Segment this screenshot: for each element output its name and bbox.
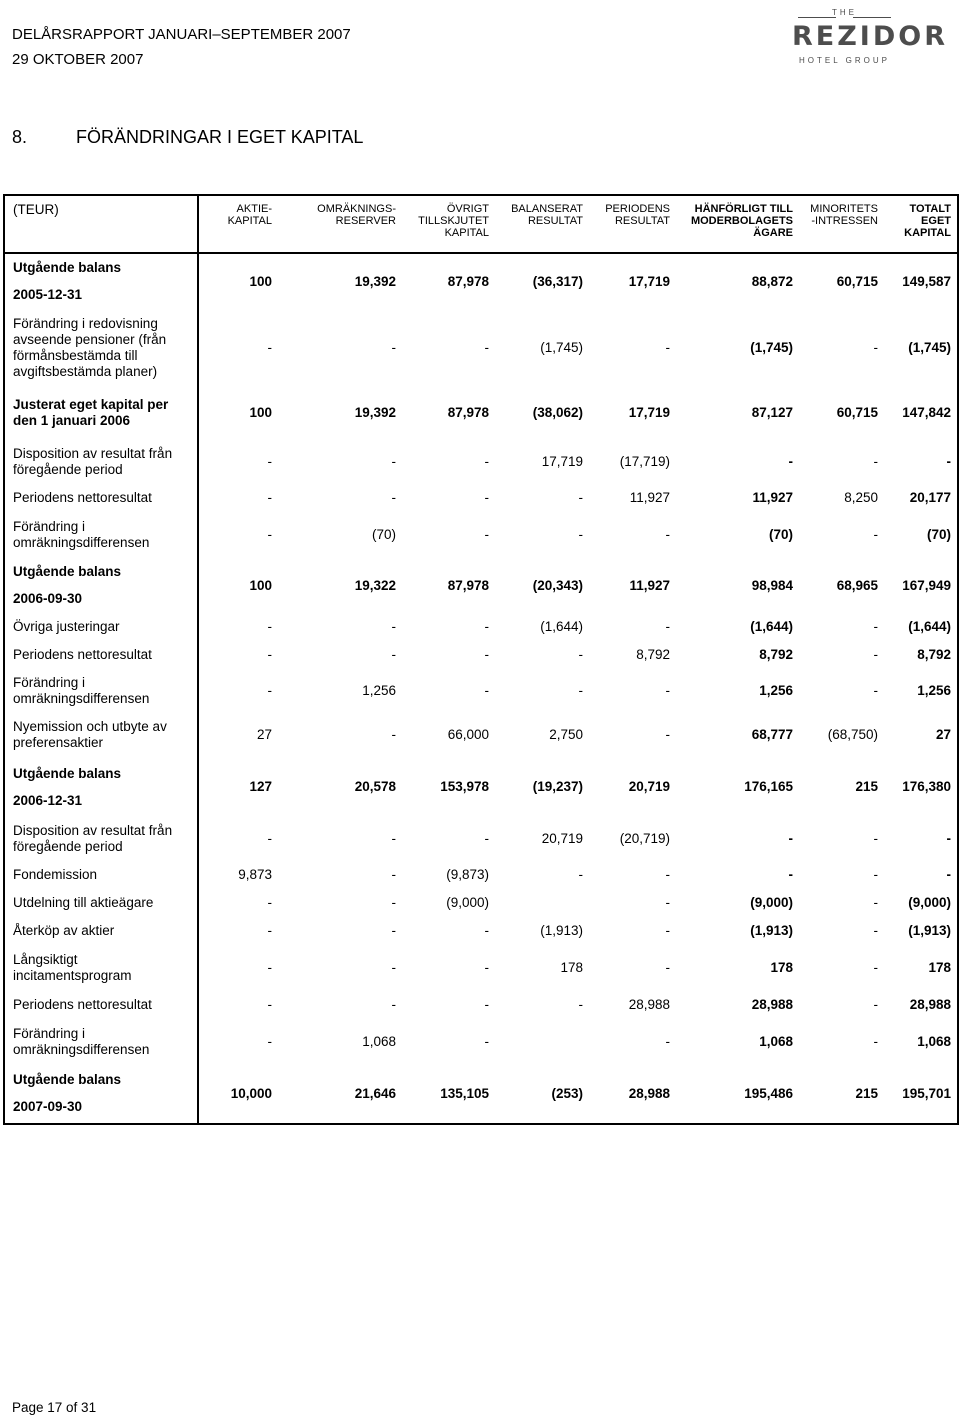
cell-value (495, 1019, 589, 1064)
cell-value: - (788, 453, 793, 469)
cell-value: - (873, 619, 878, 634)
column-header-line: BALANSERAT (511, 203, 583, 215)
cell-value: - (484, 923, 489, 938)
cell-value: 195,486 (744, 1085, 793, 1101)
cell-value: (1,644) (540, 619, 583, 634)
table-row (4, 309, 958, 387)
cell-value: - (391, 453, 396, 469)
cell-value: 98,984 (751, 577, 793, 593)
table-body (4, 253, 958, 1124)
cell-value: - (484, 997, 489, 1012)
column-header (799, 195, 884, 253)
cell-value: 20,719 (541, 831, 583, 846)
cell-value: - (391, 831, 396, 846)
cell-value: - (873, 1033, 878, 1049)
cell-value: - (578, 997, 583, 1012)
cell-value: 60,715 (836, 405, 878, 420)
table-row (4, 613, 958, 641)
column-header-line: MINORITETS (810, 203, 878, 215)
balance-label: Utgående balans (13, 765, 122, 781)
table-row (4, 889, 958, 917)
section-heading: FÖRÄNDRINGAR I EGET KAPITAL (76, 127, 364, 147)
cell-value: 87,127 (751, 405, 793, 420)
cell-value: 28,988 (751, 997, 793, 1012)
cell-value: - (665, 1033, 670, 1049)
section-title (12, 127, 363, 148)
cell-value: - (391, 997, 396, 1012)
row-label: Återköp av aktier (4, 917, 198, 945)
row-label: Fondemission (4, 861, 198, 889)
row-label: Periodens nettoresultat (4, 991, 198, 1019)
cell-value: - (665, 683, 670, 698)
cell-value: 17,719 (541, 453, 583, 469)
cell-value: (1,745) (540, 340, 583, 355)
cell-value: (9,873) (446, 867, 489, 882)
cell-value: 87,978 (447, 577, 489, 593)
cell-value: 87,978 (447, 405, 489, 420)
table-header-row (4, 195, 958, 253)
cell-value: - (665, 727, 670, 742)
cell-value: 27 (256, 727, 272, 742)
cell-value: - (484, 490, 489, 505)
cell-value: 8,792 (636, 647, 670, 662)
cell-value: 68,965 (836, 577, 878, 593)
cell-value: 1,068 (917, 1033, 951, 1049)
row-label (4, 558, 198, 613)
cell-value: - (665, 895, 670, 910)
cell-value: - (391, 619, 396, 634)
cell-value: 100 (249, 273, 272, 289)
cell-value: 17,719 (628, 273, 670, 289)
cell-value: - (267, 619, 272, 634)
cell-value: (9,000) (908, 895, 951, 910)
row-label: Periodens nettoresultat (4, 641, 198, 669)
cell-value: 178 (770, 960, 793, 975)
row-label: Nyemission och utbyte av preferensaktier (4, 713, 198, 757)
cell-value: - (578, 867, 583, 882)
cell-value: - (484, 647, 489, 662)
table-row (4, 439, 958, 484)
cell-value (495, 889, 589, 917)
logo-rule-right (853, 17, 891, 18)
row-label: Förändring i omräkningsdifferensen (4, 669, 198, 713)
cell-value: 127 (249, 779, 272, 794)
cell-value: 153,978 (440, 779, 489, 794)
table-row (4, 817, 958, 861)
row-label (4, 757, 198, 817)
row-label: Förändring i omräkningsdifferensen (4, 512, 198, 558)
table-row (4, 1019, 958, 1064)
cell-value: 11,927 (752, 490, 793, 505)
cell-value: 1,256 (917, 683, 951, 698)
cell-value: - (484, 683, 489, 698)
cell-value: - (484, 960, 489, 975)
cell-value: - (267, 895, 272, 910)
page-number: Page 17 of 31 (12, 1400, 97, 1415)
column-header-line: -INTRESSEN (811, 215, 878, 227)
column-header (589, 195, 676, 253)
cell-value: - (665, 340, 670, 355)
table-row (4, 669, 958, 713)
row-label (4, 1064, 198, 1124)
column-header-line: TILLSKJUTET (418, 215, 489, 227)
cell-value: - (391, 960, 396, 975)
table-row (4, 861, 958, 889)
report-title: DELÅRSRAPPORT JANUARI–SEPTEMBER 2007 (12, 26, 351, 43)
cell-value: 8,250 (844, 490, 878, 505)
column-header-line: RESERVER (335, 215, 396, 227)
cell-value: 19,392 (354, 273, 396, 289)
cell-value: - (873, 960, 878, 975)
cell-value: - (391, 727, 396, 742)
cell-value: - (873, 895, 878, 910)
cell-value: (38,062) (532, 405, 583, 420)
cell-value: - (665, 867, 670, 882)
cell-value: 1,256 (362, 683, 396, 698)
row-label: Förändring i redovisning avseende pensioner (från förmånsbestämda till avgiftsbestämda planer) (4, 309, 198, 387)
logo-rule-left (798, 17, 836, 18)
report-date: 29 OKTOBER 2007 (12, 51, 144, 68)
cell-value: - (873, 923, 878, 938)
cell-value: 167,949 (902, 577, 951, 593)
cell-value: - (484, 453, 489, 469)
table-row (4, 945, 958, 991)
cell-value: - (267, 340, 272, 355)
cell-value: - (391, 895, 396, 910)
cell-value: (1,745) (750, 340, 793, 355)
cell-value: - (484, 619, 489, 634)
row-label: Utdelning till aktieägare (4, 889, 198, 917)
cell-value: (20,719) (619, 831, 670, 846)
column-header (884, 195, 958, 253)
logo-subtitle: HOTEL GROUP (799, 56, 890, 65)
cell-value: (1,644) (750, 619, 793, 634)
cell-value: - (946, 453, 951, 469)
cell-value: 11,927 (629, 490, 670, 505)
column-header-line: KAPITAL (227, 215, 272, 227)
cell-value: 215 (855, 779, 878, 794)
balance-row (4, 558, 958, 613)
cell-value: (1,913) (908, 923, 951, 938)
cell-value: 1,068 (362, 1033, 396, 1049)
cell-value: 66,000 (447, 727, 489, 742)
cell-value: (17,719) (619, 453, 670, 469)
cell-value: 176,165 (744, 779, 793, 794)
cell-value: - (484, 831, 489, 846)
cell-value: 60,715 (836, 273, 878, 289)
cell-value: - (391, 340, 396, 355)
unit-label: (TEUR) (4, 195, 198, 253)
cell-value: - (267, 527, 272, 542)
cell-value: 11,927 (629, 577, 670, 593)
cell-value: - (578, 683, 583, 698)
rezidor-logo (792, 8, 949, 66)
cell-value: (19,237) (532, 779, 583, 794)
cell-value: - (267, 647, 272, 662)
logo-the: THE (832, 8, 857, 17)
column-header-line: RESULTAT (527, 215, 583, 227)
cell-value: - (665, 960, 670, 975)
column-header (278, 195, 402, 253)
cell-value: - (267, 453, 272, 469)
cell-value: - (267, 831, 272, 846)
balance-date: 2007-09-30 (13, 1099, 83, 1114)
cell-value: - (873, 647, 878, 662)
balance-row (4, 1064, 958, 1124)
column-header-line: KAPITAL (444, 227, 489, 239)
row-label: Disposition av resultat från föregående period (4, 817, 198, 861)
cell-value: 135,105 (440, 1085, 489, 1101)
cell-value: - (873, 683, 878, 698)
cell-value: 178 (928, 960, 951, 975)
cell-value: 215 (855, 1085, 878, 1101)
cell-value: - (665, 619, 670, 634)
cell-value: 20,177 (909, 490, 951, 505)
balance-label: Utgående balans (13, 564, 122, 579)
cell-value: - (578, 490, 583, 505)
cell-value: (1,913) (540, 923, 583, 938)
column-header (676, 195, 799, 253)
cell-value: - (484, 527, 489, 542)
table-row (4, 484, 958, 512)
cell-value: 100 (249, 577, 272, 593)
row-label: Långsiktigt incitamentsprogram (4, 945, 198, 991)
cell-value: (1,745) (908, 340, 951, 355)
cell-value: 19,392 (354, 405, 396, 420)
balance-row (4, 253, 958, 309)
cell-value: - (391, 867, 396, 882)
cell-value: - (484, 1033, 489, 1049)
cell-value: - (578, 527, 583, 542)
table-row (4, 991, 958, 1019)
row-label (4, 253, 198, 309)
cell-value: - (391, 490, 396, 505)
cell-value: - (788, 831, 793, 846)
row-label: Förändring i omräkningsdifferensen (4, 1019, 198, 1064)
table-row (4, 917, 958, 945)
cell-value: 8,792 (917, 647, 951, 662)
cell-value: - (946, 831, 951, 846)
cell-value: - (578, 647, 583, 662)
cell-value: 100 (249, 405, 272, 420)
cell-value: (36,317) (532, 273, 583, 289)
column-header (495, 195, 589, 253)
balance-row (4, 757, 958, 817)
cell-value: (9,000) (446, 895, 489, 910)
cell-value: - (946, 867, 951, 882)
cell-value: (68,750) (827, 727, 878, 742)
cell-value: - (391, 647, 396, 662)
cell-value: 20,578 (354, 779, 396, 794)
cell-value: - (788, 867, 793, 882)
column-header (198, 195, 278, 253)
cell-value: 176,380 (902, 779, 951, 794)
table-row (4, 387, 958, 439)
cell-value: 87,978 (447, 273, 489, 289)
cell-value: 88,872 (751, 273, 793, 289)
column-header-line: AKTIE- (236, 203, 272, 215)
logo-wordmark: REZIDOR (792, 21, 949, 52)
column-header-line: MODERBOLAGETS (690, 215, 793, 227)
cell-value: - (873, 831, 878, 846)
column-header-line: TOTALT (909, 203, 951, 215)
cell-value: - (267, 960, 272, 975)
cell-value: - (267, 1033, 272, 1049)
cell-value: 149,587 (902, 273, 951, 289)
cell-value: 9,873 (238, 867, 272, 882)
column-header-line: KAPITAL (904, 227, 951, 239)
cell-value: - (391, 923, 396, 938)
column-header-line: RESULTAT (614, 215, 670, 227)
balance-date: 2006-09-30 (13, 591, 83, 606)
column-header-line: HÄNFÖRLIGT TILL (694, 203, 793, 215)
table-row (4, 641, 958, 669)
column-header-line: EGET (921, 215, 951, 227)
row-label: Disposition av resultat från föregående period (4, 439, 198, 484)
cell-value: 28,988 (628, 997, 670, 1012)
cell-value: (70) (926, 527, 951, 542)
cell-value: (1,913) (750, 923, 793, 938)
balance-date: 2006-12-31 (13, 792, 83, 808)
cell-value: 68,777 (751, 727, 793, 742)
cell-value: 8,792 (759, 647, 793, 662)
column-header-line: PERIODENS (605, 203, 670, 215)
table-row (4, 713, 958, 757)
table-row (4, 512, 958, 558)
balance-label: Utgående balans (13, 260, 122, 275)
cell-value: 147,842 (902, 405, 951, 420)
cell-value: - (873, 527, 878, 542)
cell-value: - (873, 340, 878, 355)
cell-value: - (267, 490, 272, 505)
cell-value: - (267, 923, 272, 938)
balance-date: 2005-12-31 (13, 287, 83, 302)
column-header (402, 195, 495, 253)
section-number: 8. (12, 127, 28, 147)
cell-value: (20,343) (532, 577, 583, 593)
row-label: Justerat eget kapital per den 1 januari 2006 (4, 387, 198, 439)
cell-value: - (665, 923, 670, 938)
cell-value: 27 (935, 727, 951, 742)
column-header-line: OMRÄKNINGS- (317, 203, 396, 215)
cell-value: - (267, 683, 272, 698)
cell-value: - (873, 997, 878, 1012)
cell-value: - (665, 527, 670, 542)
cell-value: 10,000 (230, 1085, 272, 1101)
cell-value: (253) (551, 1085, 583, 1101)
equity-changes-table (3, 194, 959, 1125)
row-label: Övriga justeringar (4, 613, 198, 641)
cell-value: 1,256 (759, 683, 793, 698)
cell-value: 1,068 (759, 1033, 793, 1049)
cell-value: - (484, 340, 489, 355)
cell-value: - (267, 997, 272, 1012)
cell-value: - (873, 453, 878, 469)
cell-value: 195,701 (902, 1085, 951, 1101)
cell-value: 2,750 (549, 727, 583, 742)
cell-value: 28,988 (628, 1085, 670, 1101)
cell-value: 178 (560, 960, 583, 975)
cell-value: 28,988 (909, 997, 951, 1012)
cell-value: (70) (768, 527, 793, 542)
cell-value: (1,644) (908, 619, 951, 634)
column-header-line: ÄGARE (753, 227, 793, 239)
cell-value: 21,646 (354, 1085, 396, 1101)
cell-value: 20,719 (628, 779, 670, 794)
cell-value: 17,719 (628, 405, 670, 420)
row-label: Periodens nettoresultat (4, 484, 198, 512)
cell-value: - (873, 867, 878, 882)
cell-value: (9,000) (750, 895, 793, 910)
cell-value: 19,322 (354, 577, 396, 593)
column-header-line: ÖVRIGT (446, 203, 489, 215)
balance-label: Utgående balans (13, 1072, 122, 1087)
cell-value: (70) (371, 527, 396, 542)
